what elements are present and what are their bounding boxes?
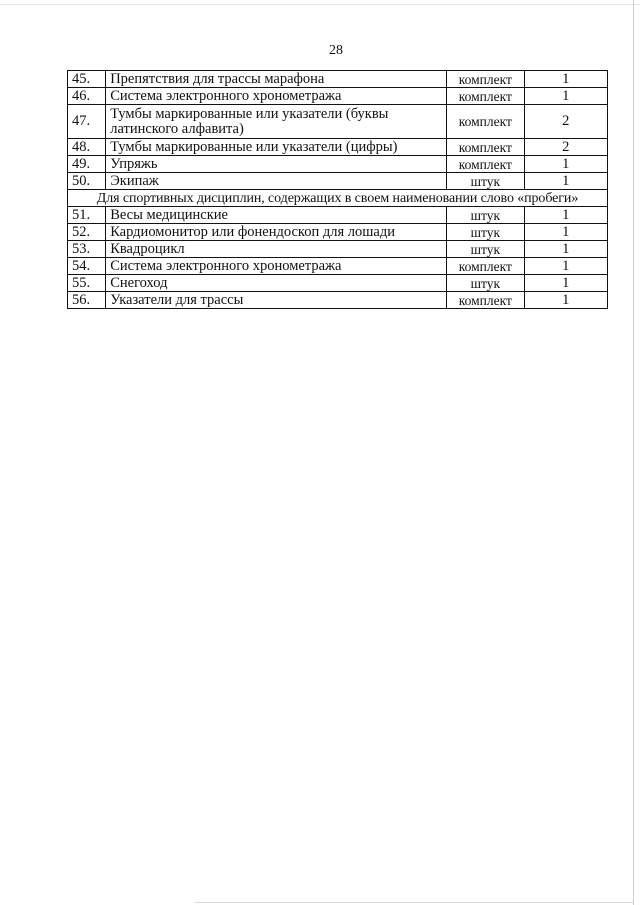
item-quantity: 2 xyxy=(524,139,607,156)
item-name: Тумбы маркированные или указатели (цифры) xyxy=(106,139,447,156)
item-quantity: 1 xyxy=(524,156,607,173)
item-unit: штук xyxy=(447,173,524,190)
row-number: 53. xyxy=(68,241,106,258)
table-row xyxy=(68,275,608,292)
item-name: Тумбы маркированные или указатели (буквы латинского алфавита) xyxy=(106,105,447,139)
row-number: 50. xyxy=(68,173,106,190)
section-title: Для спортивных дисциплин, содержащих в своем наименовании слово «пробеги» xyxy=(68,190,608,207)
item-name: Указатели для трассы xyxy=(106,292,447,309)
row-number: 49. xyxy=(68,156,106,173)
item-unit: комплект xyxy=(447,292,524,309)
item-unit: штук xyxy=(447,241,524,258)
page-top-edge xyxy=(0,4,640,5)
table-row xyxy=(68,292,608,309)
section-header-row xyxy=(68,190,608,207)
row-number: 52. xyxy=(68,224,106,241)
item-unit: комплект xyxy=(447,105,524,139)
item-name: Квадроцикл xyxy=(106,241,447,258)
item-quantity: 1 xyxy=(524,241,607,258)
table-row xyxy=(68,139,608,156)
item-quantity: 1 xyxy=(524,292,607,309)
row-number: 47. xyxy=(68,105,106,139)
item-quantity: 1 xyxy=(524,275,607,292)
item-name: Снегоход xyxy=(106,275,447,292)
equipment-table xyxy=(67,70,608,309)
item-name: Весы медицинские xyxy=(106,207,447,224)
item-quantity: 2 xyxy=(524,105,607,139)
table-row xyxy=(68,207,608,224)
row-number: 56. xyxy=(68,292,106,309)
item-quantity: 1 xyxy=(524,207,607,224)
item-name: Система электронного хронометража xyxy=(106,258,447,275)
page-right-edge xyxy=(633,0,634,905)
item-name: Экипаж xyxy=(106,173,447,190)
row-number: 55. xyxy=(68,275,106,292)
item-unit: комплект xyxy=(447,71,524,88)
item-unit: штук xyxy=(447,207,524,224)
item-quantity: 1 xyxy=(524,71,607,88)
item-quantity: 1 xyxy=(524,224,607,241)
item-unit: комплект xyxy=(447,156,524,173)
item-quantity: 1 xyxy=(524,173,607,190)
item-unit: штук xyxy=(447,275,524,292)
table-row xyxy=(68,105,608,139)
page-number: 28 xyxy=(329,43,343,58)
row-number: 48. xyxy=(68,139,106,156)
table-row xyxy=(68,224,608,241)
item-unit: штук xyxy=(447,224,524,241)
item-name: Препятствия для трассы марафона xyxy=(106,71,447,88)
row-number: 45. xyxy=(68,71,106,88)
table-row xyxy=(68,156,608,173)
item-unit: комплект xyxy=(447,88,524,105)
item-unit: комплект xyxy=(447,139,524,156)
table-row xyxy=(68,173,608,190)
item-unit: комплект xyxy=(447,258,524,275)
row-number: 54. xyxy=(68,258,106,275)
item-name: Упряжь xyxy=(106,156,447,173)
item-name: Система электронного хронометража xyxy=(106,88,447,105)
table-row xyxy=(68,88,608,105)
item-quantity: 1 xyxy=(524,258,607,275)
table-row xyxy=(68,241,608,258)
item-name: Кардиомонитор или фонендоскоп для лошади xyxy=(106,224,447,241)
row-number: 46. xyxy=(68,88,106,105)
table-row xyxy=(68,258,608,275)
page-bottom-edge xyxy=(194,902,634,903)
item-quantity: 1 xyxy=(524,88,607,105)
table-row xyxy=(68,71,608,88)
row-number: 51. xyxy=(68,207,106,224)
